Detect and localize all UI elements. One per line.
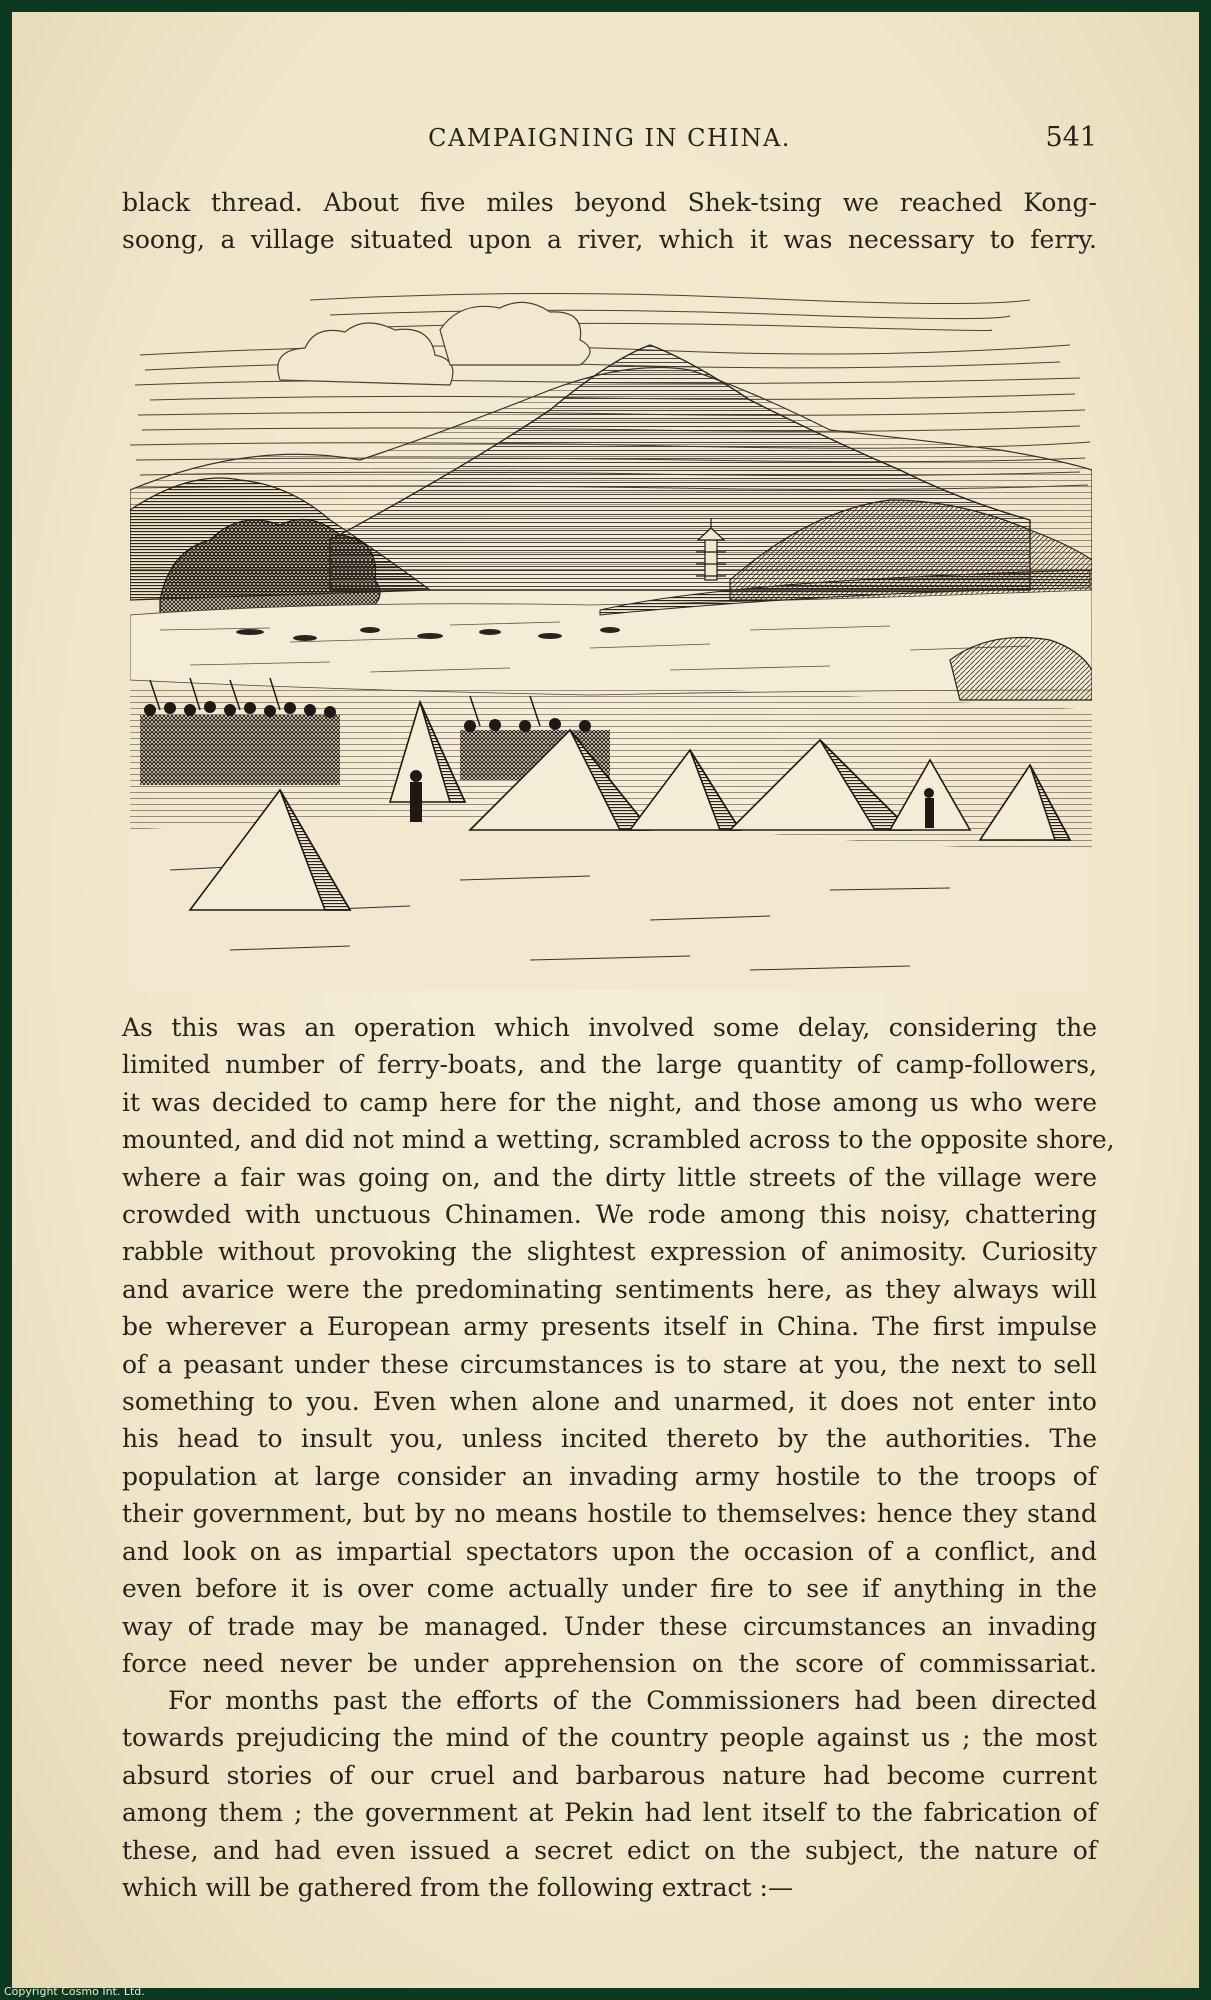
text-line: limited number of ferry-boats, and the large quantity of camp-followers, xyxy=(122,1050,1097,1080)
page-number: 541 xyxy=(1045,122,1097,153)
text-line: force need never be under apprehension on the score of commissariat. xyxy=(122,1648,1097,1678)
paragraph-body xyxy=(122,1009,1115,1682)
text-line: among them ; the government at Pekin had lent itself to the fabrication of xyxy=(122,1798,1097,1828)
text-line: towards prejudicing the mind of the country people against us ; the most xyxy=(122,1723,1097,1753)
text-line: it was decided to camp here for the night, and those among us who were xyxy=(122,1087,1097,1117)
text-line: of a peasant under these circumstances is to stare at you, the next to sell xyxy=(122,1349,1097,1379)
text-line: these, and had even issued a secret edict on the subject, the nature of xyxy=(122,1835,1097,1865)
text-line: his head to insult you, unless incited thereto by the authorities. The xyxy=(122,1424,1097,1454)
text-line: and look on as impartial spectators upon the occasion of a conflict, and xyxy=(122,1536,1097,1566)
text-line: something to you. Even when alone and unarmed, it does not enter into xyxy=(122,1387,1097,1417)
text-line: population at large consider an invading army hostile to the troops of xyxy=(122,1461,1097,1491)
engraving-illustration xyxy=(130,270,1092,990)
paragraph-body xyxy=(122,1682,1097,1906)
text-line: even before it is over come actually under fire to see if anything in the xyxy=(122,1574,1097,1604)
text-line: As this was an operation which involved some delay, considering the xyxy=(122,1013,1097,1042)
text-line: crowded with unctuous Chinamen. We rode among this noisy, chattering xyxy=(122,1200,1097,1230)
text-line: which will be gathered from the following extract :— xyxy=(122,1873,793,1903)
paragraph-continuation xyxy=(122,184,1097,259)
text-line: For months past the efforts of the Commissioners had been directed xyxy=(168,1686,1097,1715)
text-line: their government, but by no means hostile to themselves: hence they stand xyxy=(122,1499,1097,1529)
clouds xyxy=(278,302,590,385)
text-line: black thread. About five miles beyond Shek-tsing we reached Kong- xyxy=(122,188,1097,217)
text-line: where a fair was going on, and the dirty little streets of the village were xyxy=(122,1162,1097,1192)
text-line: way of trade may be managed. Under these circumstances an invading xyxy=(122,1611,1097,1641)
running-title: CAMPAIGNING IN CHINA. xyxy=(428,124,791,152)
scanned-page xyxy=(12,12,1199,1988)
copyright-notice: Copyright Cosmo Int. Ltd. xyxy=(4,1985,145,1998)
text-line: soong, a village situated upon a river, which it was necessary to ferry. xyxy=(122,225,1097,255)
text-line: absurd stories of our cruel and barbarous nature had become current xyxy=(122,1760,1097,1790)
text-line: and avarice were the predominating sentiments here, as they always will xyxy=(122,1274,1097,1304)
text-line: be wherever a European army presents itself in China. The first impulse xyxy=(122,1312,1097,1342)
text-line: rabble without provoking the slightest expression of animosity. Curiosity xyxy=(122,1237,1097,1267)
text-line: mounted, and did not mind a wetting, scrambled across to the opposite shore, xyxy=(122,1125,1115,1155)
page-header xyxy=(122,120,1097,164)
